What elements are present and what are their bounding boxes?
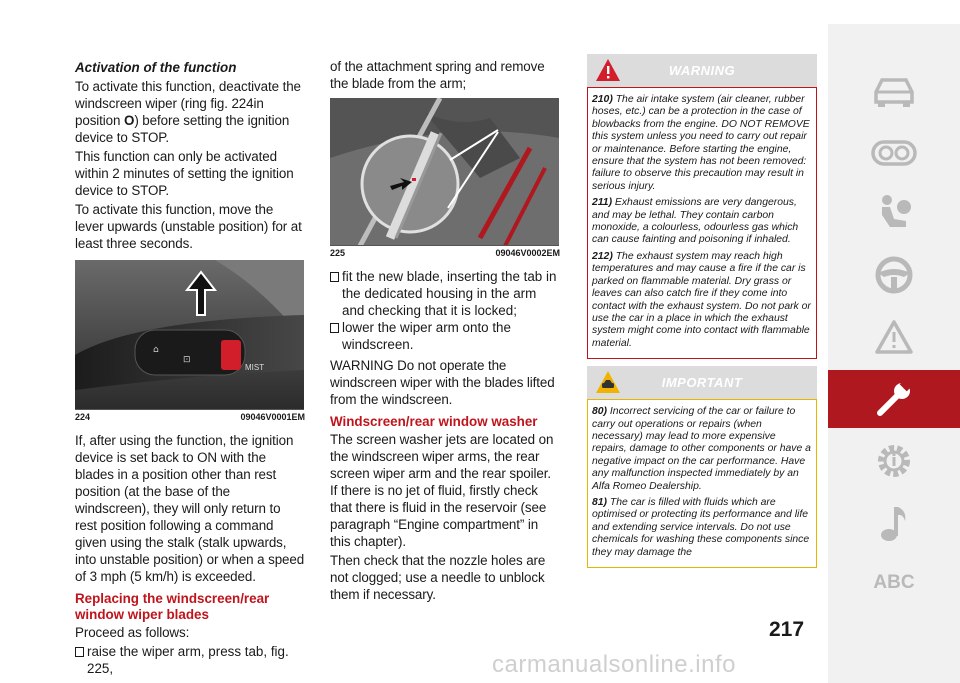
warning-triangle-icon: [874, 319, 914, 355]
figure-225-caption: [330, 248, 560, 258]
wrench-icon: [874, 379, 914, 419]
important-note-81: 81) The car is filled with fluids which are optimised or protecting its performance and life and extending service intervals. Do not use chemicals for washing these components since they may damage the: [592, 496, 810, 558]
music-note-icon: [877, 503, 911, 543]
sidebar-item-car[interactable]: [828, 62, 960, 120]
important-note-80: 80) Incorrect servicing of the car or failure to carry out operations or repairs (when necessary) may lead to more expensive repairs, damage to other components or have a negative impact on the car performance. Have any malfunction inspected immediately by an Alfa Romeo Dealership.: [592, 406, 811, 492]
chapter-sidebar: [828, 24, 960, 683]
bullet-raise-arm: raise the wiper arm, press tab, fig. 225,: [75, 643, 305, 677]
figure-225-code: 09046V0002EM: [495, 248, 560, 258]
steering-wheel-icon: [874, 255, 914, 295]
sidebar-item-safety[interactable]: [828, 184, 960, 242]
warning-title: WARNING: [668, 63, 736, 78]
replacing-heading: Replacing the windscreen/rear window wiper blades: [75, 591, 270, 622]
warning-body: [587, 87, 817, 359]
page-number: 217: [769, 618, 805, 641]
sidebar-item-index[interactable]: [828, 554, 960, 612]
important-title: IMPORTANT: [661, 375, 743, 391]
return-paragraph: If, after using the function, the ignition device is set back to ON with the blades in a position other than rest position (at the base of the windscreen), they will only return to rest position following a command given using the stalk (stalk upwards, into unstable position) or when a speed of 3 mph (5 km/h) is exceeded.: [75, 433, 305, 584]
bullet-lower-arm: lower the wiper arm onto the windscreen.: [330, 319, 560, 353]
activation-paragraph-1: To activate this function, deactivate the windscreen wiper (ring fig. 224in position O) before setting the ignition device to STOP.: [75, 79, 301, 145]
figure-224-code: 09046V0001EM: [240, 412, 305, 422]
figure-225-blade-photo: [330, 98, 559, 246]
svg-text:⌂: ⌂: [153, 345, 159, 355]
warning-inline-paragraph: WARNING Do not operate the windscreen wiper with the blades lifted from the windscreen.: [330, 358, 555, 407]
blade-illustration: [330, 98, 559, 246]
warning-note-212: 212) The exhaust system may reach high temperatures and may cause a fire if the car is parked on flammable material. Dry grass or leaves can also catch fire if they come into contact with the exhaust system. Do not park or use the car in a place in which the exhaust system might come into contact with flammable material.: [592, 250, 811, 349]
car-icon: [872, 74, 916, 108]
activation-paragraph-2: This function can only be activated within 2 minutes of setting the ignition device to STOP.: [75, 149, 294, 198]
warning-note-210: 210) The air intake system (air cleaner, rubber hoses, etc.) can be a protection in the case of blowbacks from the engine. DO NOT REMOVE this system unless you need to carry out repair or maintenance. Before starting the engine, ensure that the system has not been removed: failure to observe this precaution may result in serious injury.: [592, 94, 810, 192]
middle-column: [330, 58, 560, 605]
figure-224-stalk-photo: [75, 260, 304, 410]
important-body: [587, 399, 817, 568]
washer-heading: Windscreen/rear window washer: [330, 414, 538, 429]
warning-header: [587, 54, 817, 87]
sidebar-item-driving[interactable]: [828, 246, 960, 304]
washer-paragraph-1: The screen washer jets are located on the windscreen wiper arms, the rear screen wiper arm and the rear spoiler. If there is no jet of fluid, firstly check that there is fluid in the reservoir (see paragraph “Engine compartment” in this chapter).: [330, 432, 554, 549]
sidebar-item-servicing[interactable]: [828, 370, 960, 428]
figure-224-caption: [75, 412, 305, 422]
figure-225-number: 225: [330, 248, 346, 258]
proceed-paragraph: Proceed as follows:: [75, 625, 190, 640]
left-column: [75, 58, 305, 677]
washer-paragraph-2: Then check that the nozzle holes are not clogged; use a needle to unblock them if necessary.: [330, 553, 546, 602]
airbag-seat-icon: [874, 193, 914, 233]
activation-heading: Activation of the function: [75, 60, 237, 75]
important-header: [587, 366, 817, 399]
sidebar-item-multimedia[interactable]: [828, 494, 960, 552]
technical-data-gear-icon: [874, 441, 914, 481]
sidebar-item-technical-data[interactable]: [828, 432, 960, 490]
bullet-fit-blade: fit the new blade, inserting the tab in the dedicated housing in the arm and checking that it is locked;: [330, 268, 560, 319]
index-abc-label: ABC: [873, 572, 915, 593]
right-column: [587, 54, 817, 568]
watermark-text: carmanualsonline.info: [492, 651, 736, 678]
warning-note-211: 211) Exhaust emissions are very dangerous, and may be lethal. They contain carbon monoxide, a colourless, odourless gas which can cause fainting and poisoning if inhaled.: [592, 197, 799, 246]
svg-text:MIST: MIST: [245, 363, 265, 372]
dashboard-gauges-icon: [871, 138, 917, 168]
stalk-illustration: [75, 260, 304, 410]
sidebar-item-emergency[interactable]: [828, 308, 960, 366]
continuation-paragraph: of the attachment spring and remove the blade from the arm;: [330, 59, 545, 91]
svg-text:⊡: ⊡: [183, 355, 191, 365]
figure-224-number: 224: [75, 412, 91, 422]
activation-paragraph-3: To activate this function, move the lever upwards (unstable position) for at least three seconds.: [75, 202, 302, 251]
sidebar-item-dashboard[interactable]: [828, 124, 960, 182]
mist-button: [221, 340, 241, 370]
